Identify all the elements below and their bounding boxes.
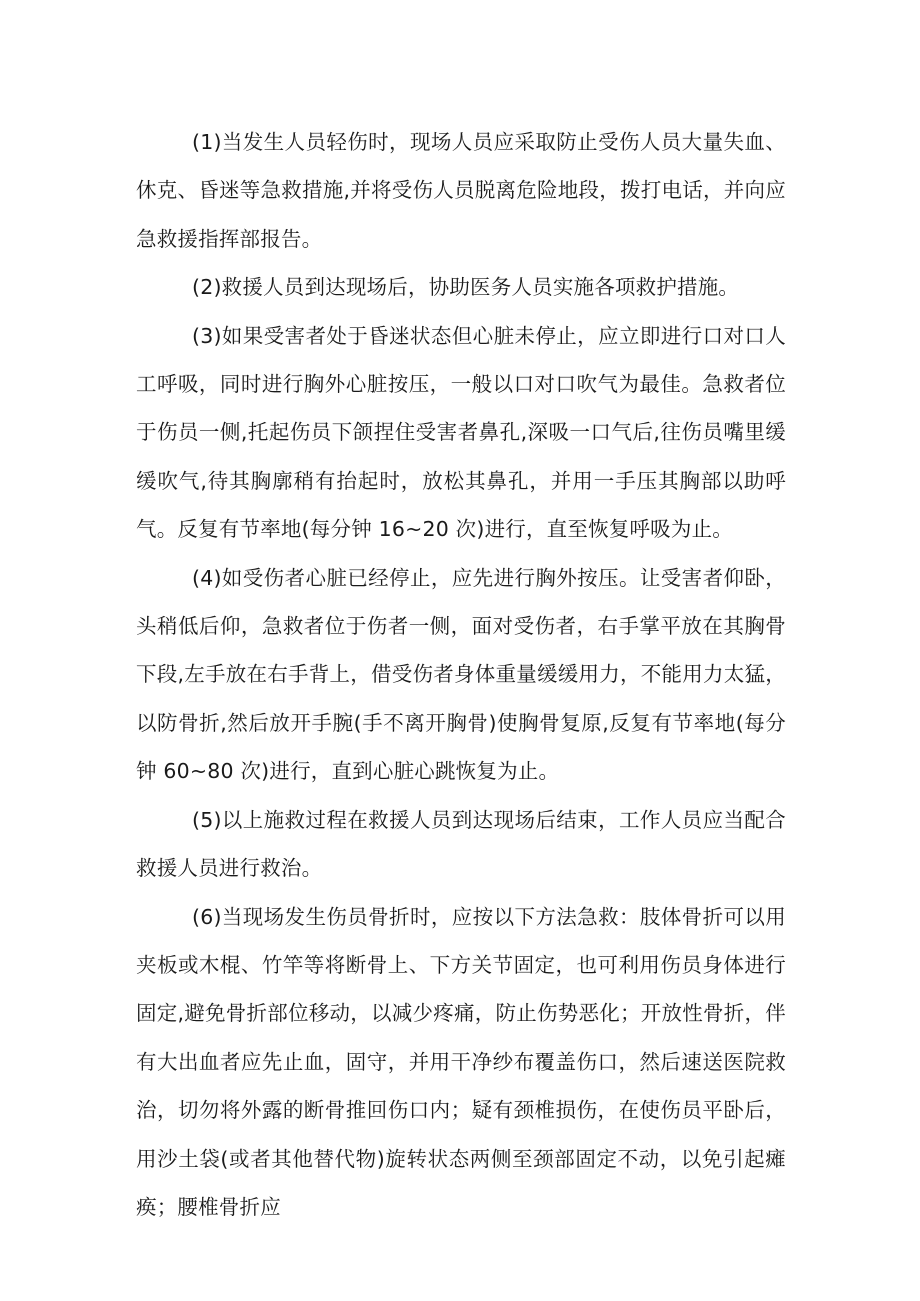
paragraph-6: (6)当现场发生伤员骨折时，应按以下方法急救：肢体骨折可以用夹板或木棍、竹竿等将断骨上、下方关节固定，也可利用伤员身体进行固定,避免骨折部位移动，以减少疼痛，防止伤势恶化；开放性骨折，伴有大出血者应先止血，固守，并用干净纱布覆盖伤口，然后速送医院救治，切勿将外露的断骨推回伤口内；疑有颈椎损伤，在使伤员平卧后，用沙土袋(或者其他替代物)旋转状态两侧至颈部固定不动，以免引起瘫痪；腰椎骨折应 — [136, 904, 786, 1219]
paragraph-2: (2)救援人员到达现场后，协助医务人员实施各项救护措施。 — [192, 275, 740, 300]
paragraph-1: (1)当发生人员轻伤时，现场人员应采取防止受伤人员大量失血、休克、昏迷等急救措施,并将受伤人员脱离危险地段，拨打电话，并向应急救援指挥部报告。 — [136, 130, 786, 251]
paragraph-4: (4)如受伤者心脏已经停止，应先进行胸外按压。让受害者仰卧，头稍低后仰，急救者位于伤者一侧，面对受伤者，右手掌平放在其胸骨下段,左手放在右手背上，借受伤者身体重量缓缓用力，不能用力太猛，以防骨折,然后放开手腕(手不离开胸骨)使胸骨复原,反复有节率地(每分钟 60~80 次)进行，直到心脏心跳恢复为止。 — [136, 565, 786, 784]
paragraph-5: (5)以上施救过程在救援人员到达现场后结束，工作人员应当配合救援人员进行救治。 — [136, 807, 786, 881]
document-body — [136, 118, 786, 1231]
paragraph-3: (3)如果受害者处于昏迷状态但心脏未停止，应立即进行口对口人工呼吸，同时进行胸外心脏按压，一般以口对口吹气为最佳。急救者位于伤员一侧,托起伤员下颌捏住受害者鼻孔,深吸一口气后,往伤员嘴里缓缓吹气,待其胸廓稍有抬起时，放松其鼻孔，并用一手压其胸部以助呼气。反复有节率地(每分钟 16~20 次)进行，直至恢复呼吸为止。 — [136, 323, 786, 542]
